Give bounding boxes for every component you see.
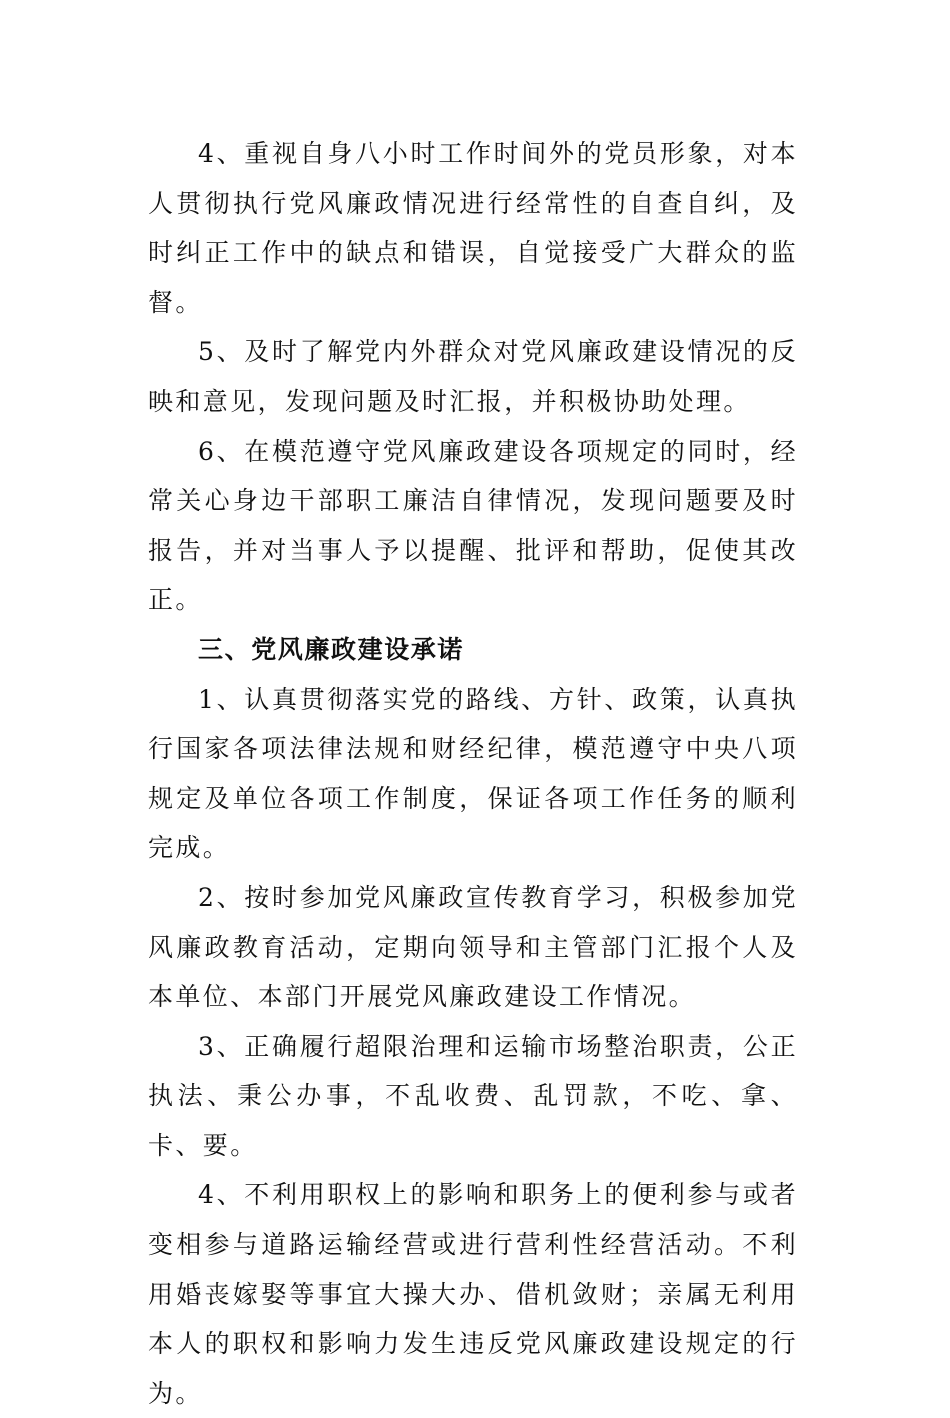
paragraph-commitment-2: 2、按时参加党风廉政宣传教育学习，积极参加党风廉政教育活动，定期向领导和主管部门汇报个人及本单位、本部门开展党风廉政建设工作情况。	[148, 882, 798, 1012]
section-heading-commitments: 三、党风廉政建设承诺	[198, 634, 465, 664]
paragraph-item-5-public-feedback: 5、及时了解党内外群众对党风廉政建设情况的反映和意见，发现问题及时汇报，并积极协助处理。	[148, 337, 798, 416]
paragraph-commitment-4: 4、不利用职权上的影响和职务上的便利参与或者变相参与道路运输经营或进行营利性经营活动。不利用婚丧嫁娶等事宜大操大办、借机敛财；亲属无利用本人的职权和影响力发生违反党风廉政建设规定的行为。	[148, 1180, 798, 1408]
document-body	[148, 129, 798, 1418]
paragraph-item-4-self-inspection: 4、重视自身八小时工作时间外的党员形象，对本人贯彻执行党风廉政情况进行经常性的自查自纠，及时纠正工作中的缺点和错误，自觉接受广大群众的监督。	[148, 139, 798, 317]
paragraph-item-6-staff-supervision: 6、在模范遵守党风廉政建设各项规定的同时，经常关心身边干部职工廉洁自律情况，发现问题要及时报告，并对当事人予以提醒、批评和帮助，促使其改正。	[148, 436, 798, 615]
paragraph-commitment-1: 1、认真贯彻落实党的路线、方针、政策，认真执行国家各项法律法规和财经纪律，模范遵守中央八项规定及单位各项工作制度，保证各项工作任务的顺利完成。	[148, 684, 798, 863]
paragraph-commitment-3: 3、正确履行超限治理和运输市场整治职责，公正执法、秉公办事，不乱收费、乱罚款，不吃、拿、卡、要。	[148, 1031, 798, 1160]
